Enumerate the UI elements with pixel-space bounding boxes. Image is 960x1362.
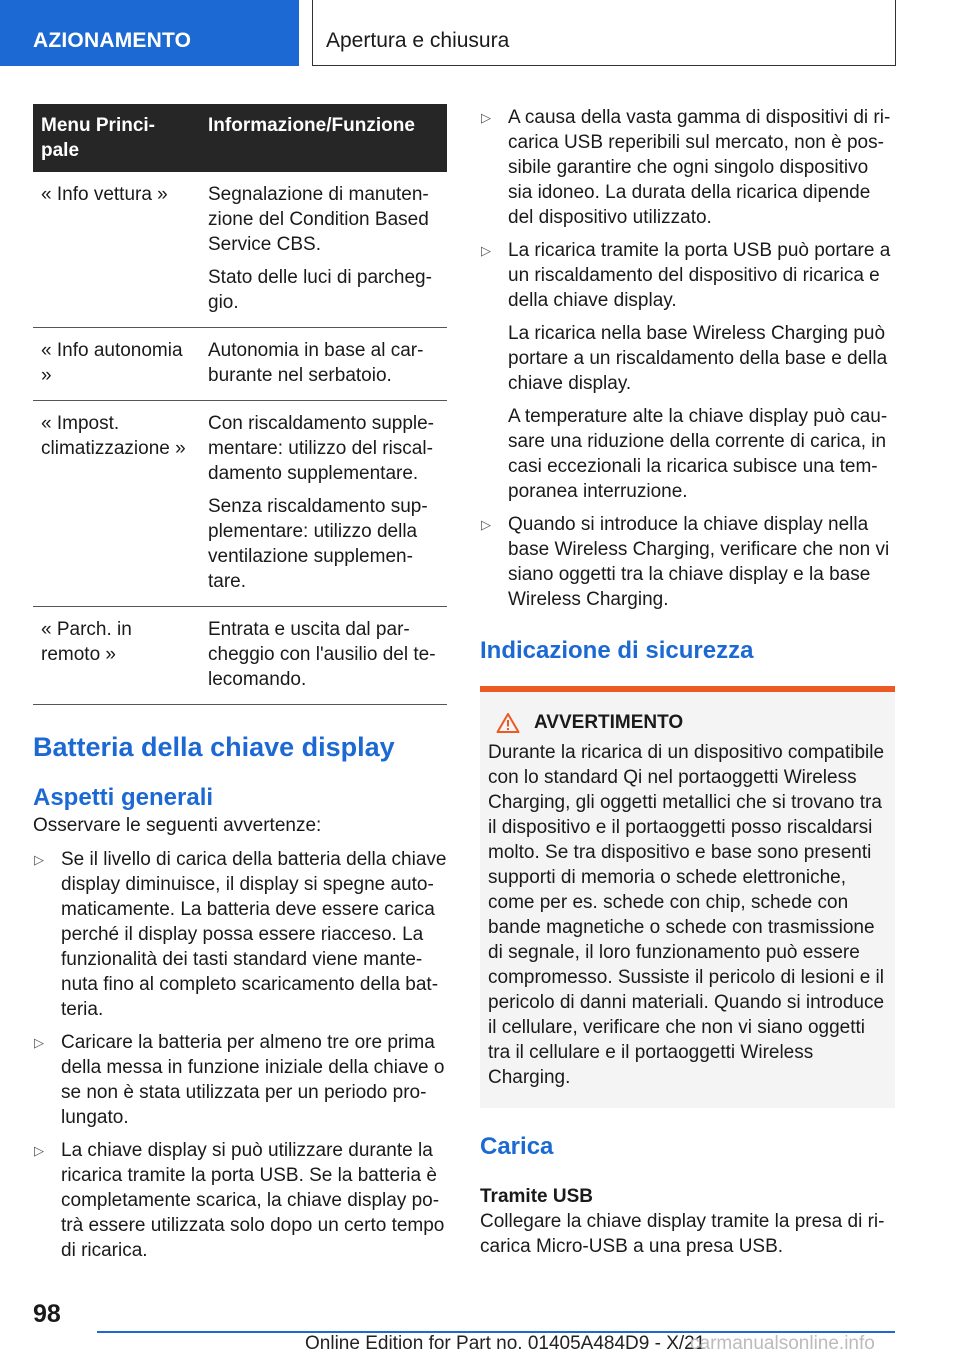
- list-item: [480, 512, 895, 612]
- info-text: Con riscaldamento supple-mentare: utilizzo del riscal-damento supplementare.: [208, 413, 435, 484]
- table-row: [33, 328, 447, 401]
- intro-text: Osservare le seguenti avvertenze:: [33, 815, 322, 836]
- warning-label: AVVERTIMENTO: [534, 712, 684, 733]
- charge-section-title: Carica: [480, 1133, 554, 1160]
- safety-section-title: Indicazione di sicurezza: [480, 637, 754, 664]
- bullet-text: A causa della vasta gamma di dispositivi di ri-carica USB reperibili sul mercato, non è pos-sibile garantire che ogni singolo dispositivo sia idoneo. La durata della ricarica dipende del dispositivo utilizzato.: [508, 107, 891, 228]
- chapter-tab: [312, 0, 896, 66]
- left-column: [33, 104, 447, 1271]
- table-row: [33, 401, 447, 607]
- triangle-bullet-icon: ▷: [34, 852, 44, 867]
- triangle-bullet-icon: ▷: [34, 1035, 44, 1050]
- triangle-bullet-icon: ▷: [481, 517, 491, 532]
- bullet-text: La ricarica nella base Wireless Charging può portare a un riscaldamento della base e della chiave display.: [508, 323, 888, 394]
- page-number: 98: [33, 1300, 61, 1328]
- usb-text: Collegare la chiave display tramite la presa di ri-carica Micro-USB a una presa USB.: [480, 1211, 885, 1257]
- triangle-bullet-icon: ▷: [34, 1143, 44, 1158]
- table-header-menu: Menu Princi-pale: [33, 104, 200, 172]
- warning-box: [480, 686, 895, 1108]
- main-menu-table: [33, 104, 447, 705]
- table-row: [33, 607, 447, 705]
- general-subtitle: Aspetti generali: [33, 784, 214, 811]
- watermark: carmanualsonline.info: [690, 1333, 875, 1354]
- table-cell-menu: « Parch. in remoto »: [33, 607, 200, 705]
- info-text: Senza riscaldamento sup-plementare: utilizzo della ventilazione supplemen-tare.: [208, 496, 428, 592]
- triangle-bullet-icon: ▷: [481, 243, 491, 258]
- list-item: [33, 1138, 447, 1263]
- bullet-text: La chiave display si può utilizzare durante la ricarica tramite la porta USB. Se la batteria è completamente scarica, la chiave display po-trà essere utilizzata solo dopo un certo tempo di ricarica.: [61, 1140, 445, 1261]
- info-text: Autonomia in base al car-burante nel serbatoio.: [208, 340, 424, 386]
- footer-edition: Online Edition for Part no. 01405A484D9 - X/21: [305, 1333, 706, 1354]
- section-title: AZIONAMENTO: [33, 29, 192, 52]
- usb-subtitle: Tramite USB: [480, 1186, 593, 1207]
- table-cell-info: [200, 607, 447, 705]
- bullet-text: Se il livello di carica della batteria della chiave display diminuisce, il display si spegne auto-maticamente. La batteria deve essere carica perché il display possa essere riacceso. La funzionalità dei tasti standard viene mante-nuta fino al completo scaricamento della bat-teria.: [61, 849, 447, 1020]
- warning-header: [488, 710, 887, 736]
- bullet-text: Quando si introduce la chiave display nella base Wireless Charging, verificare che non vi siano oggetti tra la chiave display e la base Wireless Charging.: [508, 514, 890, 610]
- battery-section-title: Batteria della chiave display: [33, 732, 395, 762]
- info-text: Segnalazione di manuten-zione del Condition Based Service CBS.: [208, 184, 429, 255]
- chapter-title: Apertura e chiusura: [326, 29, 510, 52]
- table-header-info: Informazione/Funzione: [200, 104, 447, 172]
- bullet-text: A temperature alte la chiave display può cau-sare una riduzione della corrente di carica, in casi eccezionali la ricarica subisce una tem-poranea interruzione.: [508, 406, 888, 502]
- bullet-text: Caricare la batteria per almeno tre ore prima della messa in funzione iniziale della chiave o se non è stata utilizzata per un periodo pro-lungato.: [61, 1032, 445, 1128]
- table-header-row: [33, 104, 447, 172]
- list-item: [33, 1030, 447, 1130]
- battery-bullet-list: [33, 847, 447, 1263]
- table-cell-info: [200, 172, 447, 328]
- warning-triangle-icon: [496, 712, 520, 734]
- warning-text: Durante la ricarica di un dispositivo compatibile con lo standard Qi nel portaoggetti Wireless Charging, gli oggetti metallici che si trovano tra il dispositivo e il portaoggetti posso riscaldarsi molto. Se tra dispositivo e base sono presenti supporti di memoria o schede elettroniche, come per es. schede con chip, schede con bande magnetiche o schede con trasmissione di segnale, il loro funzionamento può essere compromesso. Sussiste il pericolo di lesioni e il pericolo di danni materiali. Quando si introduce il cellulare, verificare che non vi siano oggetti tra il cellulare e il portaoggetti Wireless Charging.: [488, 742, 885, 1088]
- info-text: Stato delle luci di parcheg-gio.: [208, 267, 432, 313]
- table-cell-menu: « Info vettura »: [33, 172, 200, 328]
- table-cell-menu: « Impost. climatizzazione »: [33, 401, 200, 607]
- right-column: [480, 104, 895, 1259]
- table-cell-info: [200, 401, 447, 607]
- table-row: [33, 172, 447, 328]
- table-cell-menu: « Info autonomia »: [33, 328, 200, 401]
- list-item: [480, 238, 895, 504]
- info-text: Entrata e uscita dal par-cheggio con l'ausilio del te-lecomando.: [208, 619, 436, 690]
- list-item: [480, 105, 895, 230]
- bullet-text: La ricarica tramite la porta USB può portare a un riscaldamento del dispositivo di ricarica e della chiave display.: [508, 240, 891, 311]
- table-cell-info: [200, 328, 447, 401]
- triangle-bullet-icon: ▷: [481, 110, 491, 125]
- section-tab: [0, 0, 299, 66]
- usb-bullet-list: [480, 105, 895, 612]
- list-item: [33, 847, 447, 1022]
